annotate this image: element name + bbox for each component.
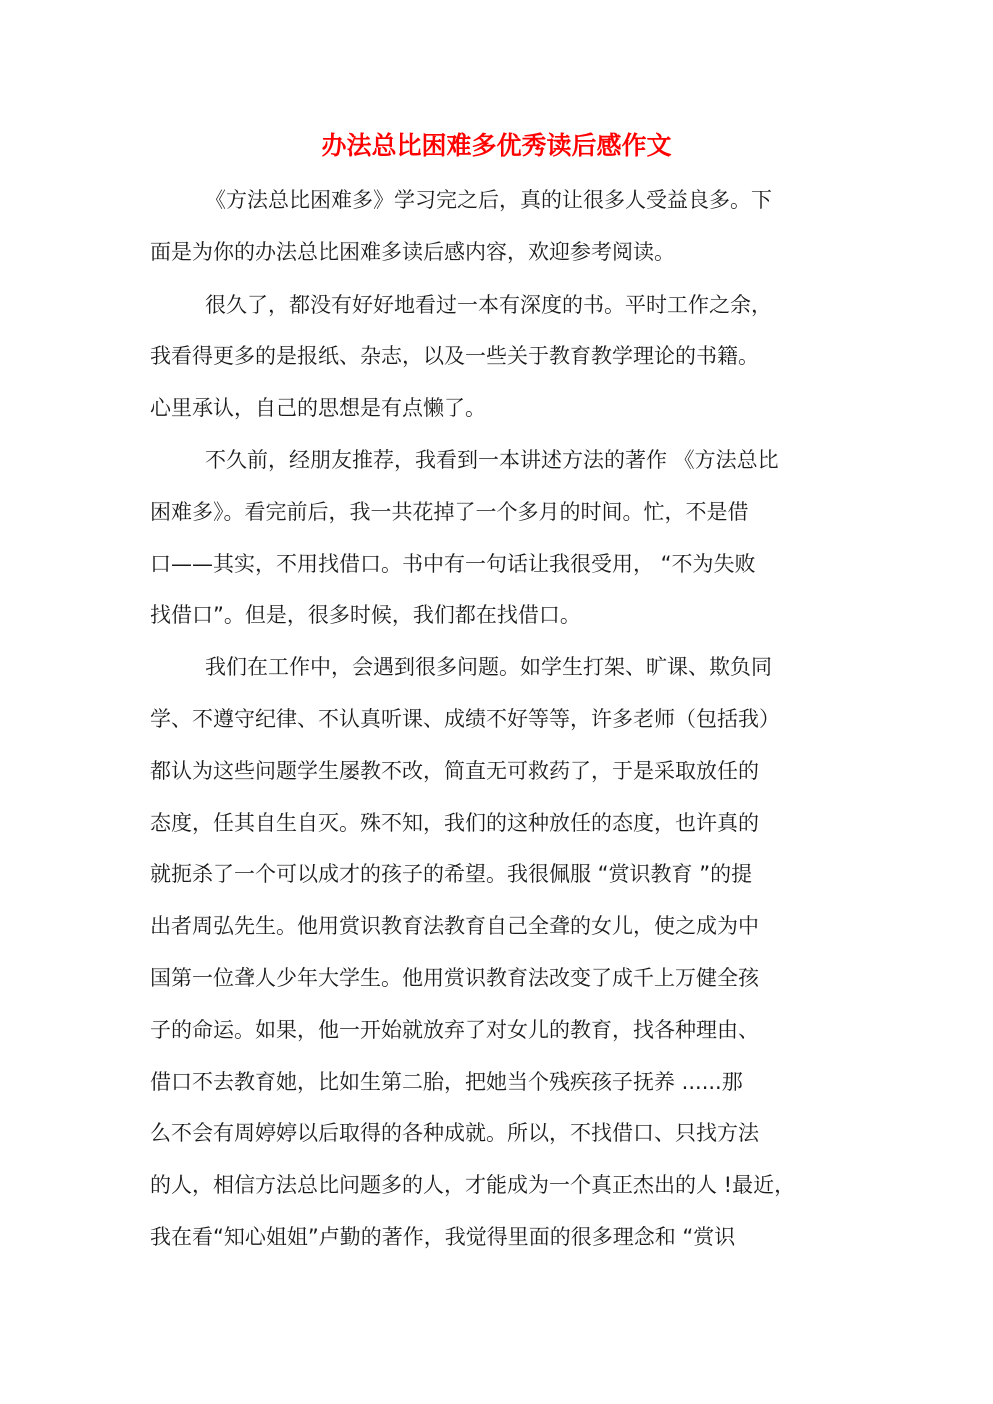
- paragraph-line: 口——其实，不用找借口。书中有一句话让我很受用， “不为失败: [150, 552, 756, 576]
- paragraph-line: 面是为你的办法总比困难多读后感内容，欢迎参考阅读。: [150, 240, 675, 264]
- paragraph-line: 找借口”。但是，很多时候，我们都在找借口。: [150, 603, 581, 627]
- paragraph-line: 我在看“知心姐姐”卢勤的著作，我觉得里面的很多理念和 “赏识: [150, 1225, 736, 1249]
- paragraph-line: 困难多》。看完前后，我一共花掉了一个多月的时间。忙，不是借: [150, 500, 749, 524]
- paragraph-line: 学、不遵守纪律、不认真听课、成绩不好等等，许多老师（包括我）: [150, 707, 780, 731]
- paragraph-line: 很久了，都没有好好地看过一本有深度的书。平时工作之余，: [205, 293, 772, 317]
- paragraph-line: 心里承认，自己的思想是有点懒了。: [150, 396, 486, 420]
- paragraph-line: 我们在工作中，会遇到很多问题。如学生打架、旷课、欺负同: [205, 655, 772, 679]
- paragraph-line: 国第一位聋人少年大学生。他用赏识教育法改变了成千上万健全孩: [150, 966, 759, 990]
- paragraph-line: 子的命运。如果，他一开始就放弃了对女儿的教育，找各种理由、: [150, 1018, 759, 1042]
- paragraph-line: 的人，相信方法总比问题多的人，才能成为一个真正杰出的人 !最近，: [150, 1173, 796, 1197]
- paragraph-line: 《方法总比困难多》学习完之后，真的让很多人受益良多。下: [205, 188, 772, 212]
- paragraph-line: 我看得更多的是报纸、杂志，以及一些关于教育教学理论的书籍。: [150, 344, 759, 368]
- paragraph-line: 出者周弘先生。他用赏识教育法教育自己全聋的女儿，使之成为中: [150, 914, 759, 938]
- paragraph-line: 都认为这些问题学生屡教不改，简直无可救药了，于是采取放任的: [150, 759, 759, 783]
- paragraph-line: 借口不去教育她，比如生第二胎，把她当个残疾孩子抚养 ......那: [150, 1070, 743, 1094]
- paragraph-line: 不久前，经朋友推荐，我看到一本讲述方法的著作 《方法总比: [205, 448, 779, 472]
- paragraph-line: 么不会有周婷婷以后取得的各种成就。所以，不找借口、只找方法: [150, 1121, 759, 1145]
- paragraph-line: 态度，任其自生自灭。殊不知，我们的这种放任的态度，也许真的: [150, 811, 759, 835]
- paragraph-line: 就扼杀了一个可以成才的孩子的希望。我很佩服 “赏识教育 ”的提: [150, 862, 753, 886]
- document-title: 办法总比困难多优秀读后感作文: [321, 131, 672, 160]
